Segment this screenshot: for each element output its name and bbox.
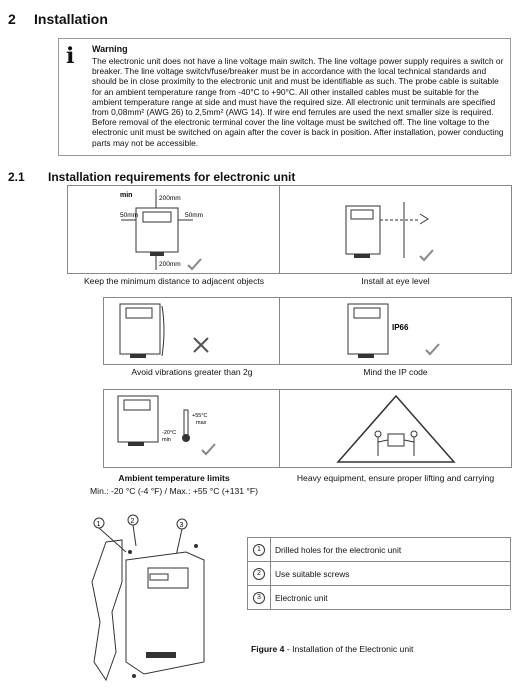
heavy-panel	[279, 389, 512, 468]
check-icon	[202, 444, 215, 454]
vibration-caption: Avoid vibrations greater than 2g	[131, 367, 253, 377]
heavy-caption: Heavy equipment, ensure proper lifting and carrying	[296, 473, 495, 483]
section-number: 2	[8, 11, 16, 27]
eye-level-caption: Install at eye level	[361, 276, 430, 286]
legend-table	[247, 537, 511, 610]
callout-1: 1	[96, 521, 101, 528]
legend-text: Drilled holes for the electronic unit	[271, 538, 511, 562]
figure-label: Figure 4	[251, 644, 285, 654]
temperature-caption: Ambient temperature limits	[118, 473, 230, 483]
ip-illustration	[280, 298, 511, 364]
check-icon	[420, 250, 433, 260]
thermometer-icon	[184, 410, 188, 436]
min-word: min	[162, 437, 171, 443]
min-temp: -20°C	[162, 430, 177, 436]
ip-panel	[279, 297, 512, 365]
min-label: min	[120, 192, 133, 199]
warning-text: The electronic unit does not have a line voltage main switch. The line voltage power supply requires a switch or breaker. The line voltage switch/fuse/breaker must be in accordance with the local technical standards and should be in close proximity to the electronic unit and must be identifiable as such. The probe cable is suitable for an ambient temperature range from -40°C to +90°C. All other installed cables must be suitable for the ambient temperature range at side and must have the required size. All electronic unit terminals are specified from 0,08mm² (AWG 26) to 2,5mm² (AWG 14). If wire end ferrules are used the next smaller size is required. Before removal of the electronic terminal cover the line voltage must be switched off. The line voltage to the electronic unit must be switched on again after the cover is back in position. After installation, power conducting parts may not be accessible.	[92, 56, 504, 148]
legend-num: 3	[253, 592, 265, 604]
warning-triangle-icon	[338, 396, 454, 462]
max-temp: +55°C	[192, 413, 208, 419]
eye-level-illustration	[280, 186, 511, 273]
ip-caption: Mind the IP code	[363, 367, 428, 377]
section-title: Installation	[34, 11, 108, 27]
info-icon: ℹ	[66, 44, 75, 69]
ip-code: IP66	[392, 323, 409, 332]
right-distance: 50mm	[185, 212, 204, 219]
heavy-illustration	[280, 390, 511, 467]
temperature-panel	[103, 389, 281, 468]
figure-caption	[251, 644, 413, 654]
callout-2: 2	[130, 518, 135, 525]
subsection-number: 2.1	[8, 170, 25, 184]
subsection-title: Installation requirements for electronic unit	[48, 170, 296, 184]
temperature-illustration	[104, 390, 280, 467]
top-distance: 200mm	[159, 195, 181, 202]
warning-title: Warning	[92, 44, 128, 54]
legend-num: 1	[253, 544, 265, 556]
legend-row	[248, 562, 511, 586]
installation-drawing	[86, 512, 216, 684]
vibration-panel	[103, 297, 281, 365]
legend-row	[248, 586, 511, 610]
bottom-distance: 200mm	[159, 261, 181, 268]
left-distance: 50mm	[120, 212, 139, 219]
vibration-illustration	[104, 298, 280, 364]
legend-row	[248, 538, 511, 562]
check-icon	[426, 344, 439, 354]
legend-num: 2	[253, 568, 265, 580]
temperature-range: Min.: -20 °C (-4 °F) / Max.: +55 °C (+131 °F)	[90, 486, 258, 496]
check-icon	[188, 259, 201, 269]
eye-level-panel	[279, 185, 512, 274]
legend-text: Electronic unit	[271, 586, 511, 610]
distance-panel	[67, 185, 281, 274]
distance-caption: Keep the minimum distance to adjacent objects	[83, 276, 265, 286]
max-word: max	[196, 420, 207, 426]
callout-3: 3	[179, 522, 184, 529]
distance-illustration	[68, 186, 280, 273]
legend-text: Use suitable screws	[271, 562, 511, 586]
figure-text: - Installation of the Electronic unit	[284, 644, 414, 654]
